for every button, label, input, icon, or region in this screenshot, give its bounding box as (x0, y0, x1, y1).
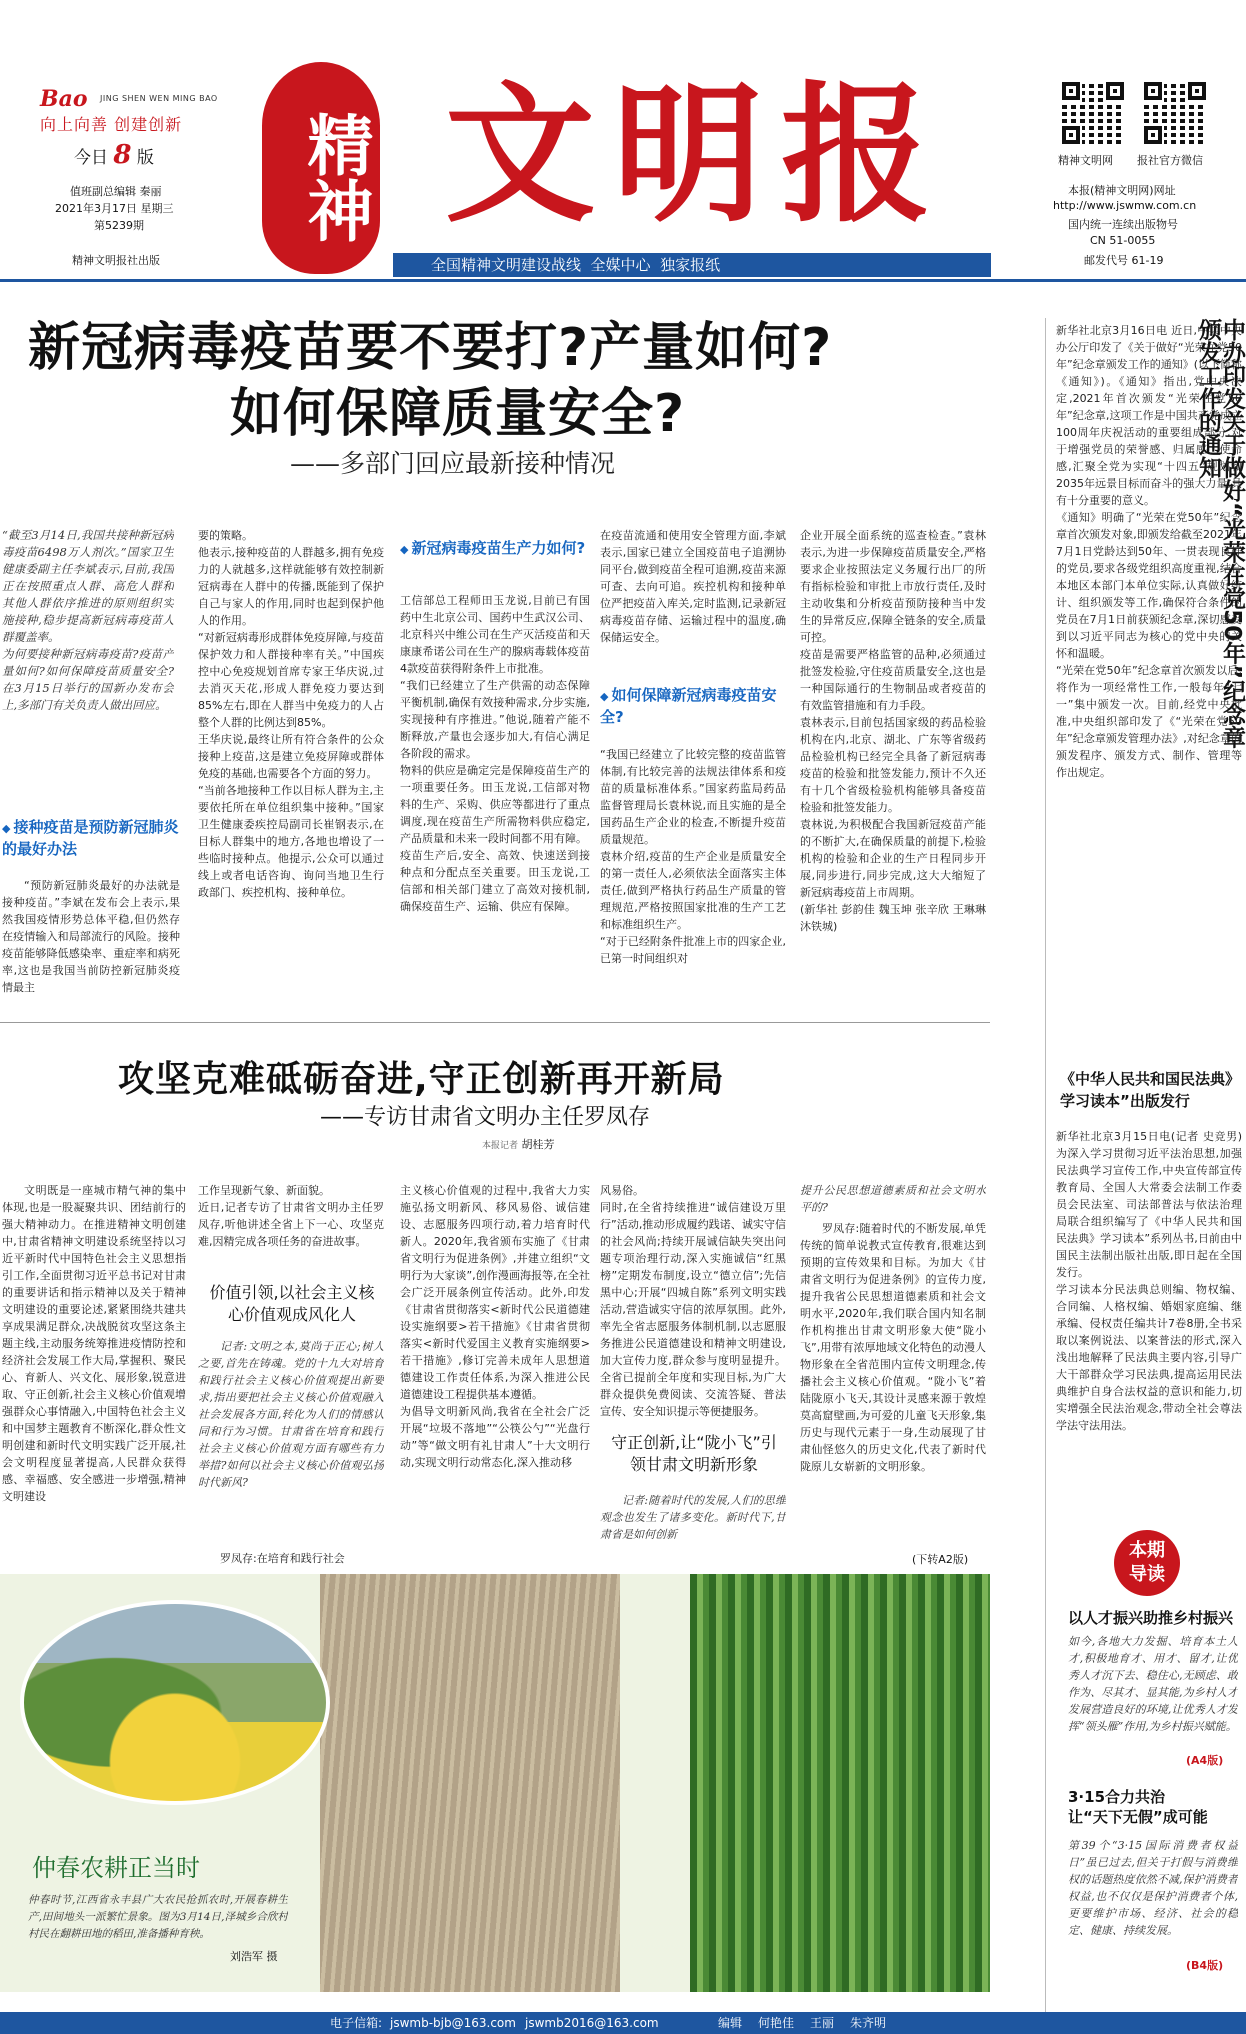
title-seal: 精神 (262, 62, 380, 274)
side-mid-title-1: 《中华人民共和国民法典》 (1060, 1070, 1241, 1088)
lead-subtitle-1: ◆ 接种疫苗是预防新冠肺炎的最好办法 (2, 818, 179, 858)
second-col4-question: 记者:随着时代的发展,人们的思维观念也发生了诸多变化。新时代下,甘肃省是如何创新 (600, 1494, 786, 1541)
lead-col1-body: “预防新冠肺炎最好的办法就是接种疫苗。”李斌在发布会上表示,果然我国疫情形势总体平稳,但仍然存在疫情输入和局部流行的风险。接种疫苗能够降低感染率、重症率和病死率,这也是我国当前防控新冠肺炎疫情最主 (2, 879, 180, 994)
qr-code-wechat (1144, 82, 1206, 144)
guide-badge: 本期 导读 (1114, 1530, 1180, 1596)
logo-pinyin: JING SHEN WEN MING BAO (100, 94, 218, 103)
masthead-divider (0, 279, 1246, 282)
footer-email-label: 电子信箱: (330, 2016, 383, 2030)
footer-bar (0, 2012, 1246, 2034)
second-headline: 攻坚克难砥砺奋进,守正创新再开新局 (118, 1059, 725, 1100)
second-col2-top: 工作呈现新气象、新面貌。 近日,记者专访了甘肃省文明办主任罗凤存,听他讲述全省上下一心、攻坚克难,因精完成各项任务的奋进故事。 (198, 1184, 384, 1248)
photo-caption: 仲春时节,江西省永丰县广大农民抢抓农时,开展春耕生产,田间地头一派繁忙景象。图为3月14日,泽城乡合欣村村民在翻耕田地的稻田,准备播种育秧。 (28, 1894, 288, 1940)
logo-mark: Bao (40, 86, 88, 112)
second-col2-bottom: 罗凤存:在培育和践行社会 (220, 1552, 345, 1565)
editor-line: 值班副总编辑 秦丽 (70, 185, 162, 198)
lead-col5-body: 企业开展全面系统的巡查检查。”袁林表示,为进一步保障疫苗质量安全,严格要求企业按照法定义务履行出厂的所有指标检验和审批上市放行责任,及时主动收集和分析疫苗预防接种当中发生的异常反应,保障全链条的安全,质量可控。 疫苗是需要严格监管的品种,必须通过批签发检验,守住疫苗质量安全,这也是一种国际通行的生物制品或者疫苗的有效监管措施和有力手段。 袁林表示,目前包括国家级的药品检验机构在内,北京、湖北、广东等省级药品检验机构已经完全具备了新冠病毒疫苗的检验和批签发能力,预计不久还有十几个省级检验机构能够具备疫苗检验和批签发能力。 袁林说,为积极配合我国新冠疫苗产能的不断扩大,在确保质量的前提下,检验机构的检验和企业的生产日程同步开展,同步进行,同步完成,这大大缩短了新冠病毒疫苗上市周期。 (新华社 彭韵佳 魏玉坤 张辛欣 王琳琳 沐铁城) (800, 529, 986, 933)
second-col5: 罗凤存:随着时代的不断发展,单凭传统的简单说教式宣传教育,很难达到预期的宣传效果和目标。为加大《甘肃省文明行为促进条例》的宣传力度,提升我省公民思想道德素质和社会文明水平,2020年,我们联合国内知名制作机构推出甘肃文明形象大使“陇小飞”,用带有浓厚地域文化特色的动漫人物形象在全省范围内宣传文明理念,传播社会主义核心价值观。“陇小飞”着陆陇原小飞天,其设计灵感来源于敦煌莫高窟壁画,为可爱的儿童飞天形象,集历史与现代元素于一身,生动展现了甘肃仙怪悠久的历史文化,代表了新时代陇原儿女崭新的文明形象。 (800, 1222, 986, 1473)
lead-subtitle-2: ◆ 新冠病毒疫苗生产力如何? (400, 539, 586, 557)
guide-item2-body: 第39个“3·15国际消费者权益日”虽已过去,但关于打假与消费维权的话题热度依然不减,保护消费者权益,也不仅仅是保护消费者个体,更要维护市场、经济、社会的稳定、健康、持续发展。 (1068, 1839, 1238, 1937)
masthead-banner: 全国精神文明建设战线 全媒中心 独家报纸 (393, 253, 991, 277)
guide-item2-page: (B4版) (1186, 1959, 1224, 1972)
qr-code-website (1062, 82, 1124, 144)
field-crop-rows (690, 1574, 990, 1992)
second-col5-question: 提升公民思想道德素质和社会文明水平的? (800, 1184, 986, 1214)
cn-number: CN 51-0055 (1090, 234, 1156, 247)
second-col1: 文明既是一座城市精气神的集中体现,也是一股凝聚共识、团结前行的强大精神动力。在推进精神文明创建中,甘肃省精神文明建设系统坚持以习近平新时代中国特色社会主义思想指引工作,全面贯彻习近平总书记对甘肃的重要讲话和指示精神以及关于精神文明建设的重要论述,紧紧围绕共建共享成果满足群众,决战脱贫攻坚这条主题主线,主动服务统筹推进疫情防控和经济社会发展工作大局,掌握积、聚民心、育新人、兴文化、展形象,锐意进取、守正创新,社会主义核心价值观增强群众心事情融入,中国特色社会主义和中国梦主题教育不断深化,群众性文明创建和新时代文明实践广泛开展,社会文明程度显著提高,人民群众获得感、幸福感、安全感进一步增强,精神文明建设 (2, 1184, 186, 1503)
date-line: 2021年3月17日 星期三 (55, 202, 174, 215)
footer-editor-1: 何艳佳 (758, 2016, 795, 2030)
qr2-label: 报社官方微信 (1137, 154, 1203, 167)
column-divider (1045, 318, 1046, 2034)
publisher-line: 精神文明报社出版 (72, 254, 160, 267)
post-code: 邮发代号 61-19 (1084, 254, 1164, 267)
lead-headline-1: 新冠病毒疫苗要不要打?产量如何? (28, 318, 833, 378)
issue-line: 第5239期 (94, 219, 144, 232)
footer-editor-2: 王丽 (810, 2016, 835, 2030)
lead-headline-2: 如何保障质量安全? (230, 384, 686, 444)
qr1-label: 精神文明网 (1058, 154, 1113, 167)
title-main: 文明报 (445, 67, 950, 243)
footer-email-1[interactable]: jswmb-bjb@163.com (390, 2016, 516, 2030)
photo-credit: 刘浩军 摄 (230, 1950, 278, 1963)
guide-item2-title[interactable]: 3·15合力共治 让“天下无假”成可能 (1068, 1788, 1208, 1826)
guide-item1-body: 如今,各地大力发掘、培育本土人才,积极地育才、用才、留才,让优秀人才沉下去、稳住心,无顾虑、敢作为、尽其才、显其能,为乡村人才发展营造良好的环境,让优秀人才发挥“领头雁”作用,为乡村振兴赋能。 (1068, 1635, 1238, 1733)
side-top-body: 新华社北京3月16日电 近日,中共中央办公厅印发了《关于做好“光荣在党50年”纪念章颁发工作的通知》(以下简称《通知》)。《通知》指出,党中央决定,2021年首次颁发“光荣在党50年”纪念章,这项工作是中国共产党成立100周年庆祝活动的重要组成部分,对于增强党员的荣誉感、归属感、使命感,汇聚全党为实现“十四五”规划和2035年远景目标而奋斗的强大力量,具有十分重要的意义。 《通知》明确了“光荣在党50年”纪念章首次颁发对象,即颁发给截至2021年7月1日党龄达到50年、一贯表现良好的党员,要求各级党组织高度重视,结合本地区本部门本单位实际,认真做好统计、组织颁发等工作,确保符合条件的党员在7月1日前获颁纪念章,深切感受到以习近平同志为核心的党中央的关怀和温暖。 “光荣在党50年”纪念章首次颁发以后,将作为一项经常性工作,一般每年“七一”集中颁发一次。目前,经党中央批准,中央组织部印发了《“光荣在党50年”纪念章颁发管理办法》,对纪念章的颁发程序、颁发方式、制作、管理等作出规定。 (1056, 324, 1242, 779)
lead-col2-body: 要的策略。 他表示,接种疫苗的人群越多,拥有免疫力的人就越多,这样就能够有效控制新冠病毒在人群中的传播,既能到了保护自己与家人的作用,同时也起到保护他人的作用。 “对新冠病毒形成群体免疫屏障,与疫苗保护效力和人群接种率有关。”中国疾控中心免疫规划首席专家王华庆说,过去消灭天花,形成人群免疫力要达到85%左右,即在人群当中免疫力的人占整个人群的比例达到85%。 王华庆说,最终让所有符合条件的公众接种上疫苗,这是建立免疫屏障或群体免疫的基础,也需要各个方面的努力。 “当前各地接种工作以目标人群为主,主要依托所在单位组织集中接种。”国家卫生健康委疾控局副司长崔钢表示,在目标人群集中的地方,各地也增设了一些临时接种点。他提示,公众可以通过线上或者电话咨询、询问当地卫生行政部门、疾控机构、接种单位。 (198, 529, 384, 899)
lead-col4-body: “我国已经建立了比较完整的疫苗监管体制,有比较完善的法规法律体系和疫苗的质量标准体系。”国家药监局药品监督管理局长袁林说,而且实施的是全国药品生产企业的检查,不断提升疫苗质量规范。 袁林介绍,疫苗的生产企业是质量安全的第一责任人,必须依法全面落实主体责任,做到严格执行药品生产质量的管理规范,严格按照国家批准的生产工艺和标准组织生产。 “对于已经附条件批准上市的四家企业,已第一时间组织对 (600, 748, 786, 965)
site-label: 本报(精神文明网)网址 (1068, 184, 1176, 197)
lead-subhead: ——多部门回应最新接种情况 (290, 449, 616, 478)
second-col3: 主义核心价值观的过程中,我省大力实施弘扬文明新风、移风易俗、诚信建设、志愿服务四项行动,着力培育时代新人。2020年,我省颁布实施了《甘肃省文明行为促进条例》,并建立组织“文明行为大家谈”,创作漫画海报等,在全社会广泛开展条例宣传活动。此外,印发《甘肃省贯彻落实<新时代公民道德建设实施纲要>若干措施》《甘肃省贯彻落实<新时代爱国主义教育实施纲要>若干措施》,修订完善未成年人思想道德建设工作责任体系,为深入推进公民道德建设工程提供基本遵循。 为倡导文明新风尚,我省在全社会广泛开展“垃圾不落地”“公筷公勺”“光盘行动”等“做文明有礼甘肃人”十大文明行动,实现文明行动常态化,深入推动移 (400, 1184, 590, 1469)
footer-editor-3: 朱齐明 (850, 2016, 887, 2030)
guide-item1-page: (A4版) (1186, 1754, 1224, 1767)
footer-email-2[interactable]: jswmb2016@163.com (525, 2016, 659, 2030)
lead-col3-body: 工信部总工程师田玉龙说,目前已有国药中生北京公司、国药中生武汉公司、北京科兴中维公司在生产灭活疫苗和天康康希诺公司在生产的腺病毒载体疫苗4款疫苗获得附条件上市批准。 “我们已经建立了生产供需的动态保障平衡机制,确保有效接种需求,分步实施,实现接种有序推进。”他说,随着产能不断释放,产量也会逐步加大,有信心满足各阶段的需求。 物料的供应是确定完是保障疫苗生产的一项重要任务。田玉龙说,工信部对物料的生产、采购、供应等都进行了重点调度,现在疫苗生产所需物料供应稳定,产品质量和未来一段时间都不用有障。 疫苗生产后,安全、高效、快速送到接种点和分配点至关重要。田玉龙说,工信部和相关部门建立了高效对接机制,确保疫苗生产、运输、供应有保障。 (400, 594, 590, 913)
second-col2-subtitle: 价值引领,以社会主义核心价值观成风化人 (209, 1283, 375, 1324)
second-subhead: ——专访甘肃省文明办主任罗凤存 (320, 1105, 651, 1130)
photo-title: 仲春农耕正当时 (32, 1854, 200, 1882)
footer-editor-label: 编辑 (718, 2016, 743, 2030)
side-mid-title-2: 学习读本”出版发行 (1060, 1092, 1190, 1110)
continue-note: (下转A2版) (912, 1553, 969, 1566)
site-url[interactable]: http://www.jswmw.com.cn (1053, 199, 1197, 212)
second-col4-subtitle: 守正创新,让“陇小飞”引领甘肃文明新形象 (611, 1433, 777, 1474)
side-mid-body: 新华社北京3月15日电(记者 史竞男)为深入学习贯彻习近平法治思想,加强民法典学习宣传工作,中央宣传部宣传教育局、全国人大常委会法制工作委员会民法室、司法部普法与依法治理局联合组织编写了《中华人民共和国民法典》学习读本”系列丛书,日前由中国民主法制出版社出版,即日起在全国发行。 学习读本分民法典总则编、物权编、合同编、人格权编、婚姻家庭编、继承编、侵权责任编共计7卷8册,全书采取以案例说法、以案普法的形式,深入浅出地解释了民法典主要内容,引导广大干部群众学习民法典,提高运用民法典维护自身合法权益的意识和能力,切实增强全民法治观念,带动全社会尊法学法守法用法。 (1056, 1130, 1242, 1432)
cn-label: 国内统一连续出版物号 (1068, 218, 1178, 231)
lead-col4-top: 在疫苗流通和使用安全管理方面,李斌表示,国家已建立全国疫苗电子追溯协同平台,做到疫苗全程可追溯,疫苗来源可查、去向可追。疾控机构和接种单位严把疫苗入库关,定时监测,记录新冠病毒疫苗存储、运输过程中的温度,确保储运安全。 (600, 529, 786, 644)
section-divider (0, 1022, 990, 1023)
guide-item1-title[interactable]: 以人才振兴助推乡村振兴 (1068, 1609, 1234, 1627)
second-byline: 本报记者 胡桂芳 (482, 1138, 555, 1151)
lead-subtitle-3: ◆ 如何保障新冠病毒疫苗安全? (600, 686, 777, 726)
today-pages: 今日 8 版 (74, 140, 154, 170)
second-col4: 风易俗。 同时,在全省持续推进“诚信建设万里行”活动,推动形成履约践诺、诚实守信的社会风尚;持续开展诚信缺失突出问题专项治理行动,深入实施诚信“红黑榜”定期发布制度,设立“德立信”;先信黑中心;开展“四城自陈”系列文明实践活动,营造诚实守信的浓厚氛围。此外,率先全省志愿服务体制机制,以志愿服务推进公民道德建设和精神文明建设,加大宣传力度,群众参与度明显提升。全省已提前全年度和实现目标,为广大群众提供免费阅读、交流答疑、普法宣传、安全知识提示等便捷服务。 (600, 1184, 786, 1418)
side-top-title: 中办印发关于做好“光荣在党50年”纪念章颁发工作的通知 (1195, 318, 1245, 749)
slogan: 向上向善 创建创新 (40, 115, 183, 134)
lead-intro: “截至3月14日,我国共接种新冠病毒疫苗6498万人剂次。”国家卫生健康委副主任李斌表示,目前,我国正在按照重点人群、高危人群和其他人群依序推进的原则组织实施接种,稳步提高新冠病毒疫苗人群覆盖率。 为何要接种新冠病毒疫苗?疫苗产量如何?如何保障疫苗质量安全?在3月15日举行的国新办发布会上,多部门有关负责人做出回应。 (2, 528, 174, 712)
tractor-photo (20, 1600, 330, 1805)
field-soil (320, 1574, 620, 1992)
second-col2-question: 记者:文明之本,莫尚于正心;树人之要,首先在铸魂。党的十九大对培育和践行社会主义核心价值观提出新要求,指出要把社会主义核心价值观融入社会发展各方面,转化为人们的情感认同和行为习惯。甘肃省在培育和践行社会主义核心价值观方面有哪些有力举措?如何以社会主义核心价值观弘扬时代新风? (198, 1340, 384, 1489)
